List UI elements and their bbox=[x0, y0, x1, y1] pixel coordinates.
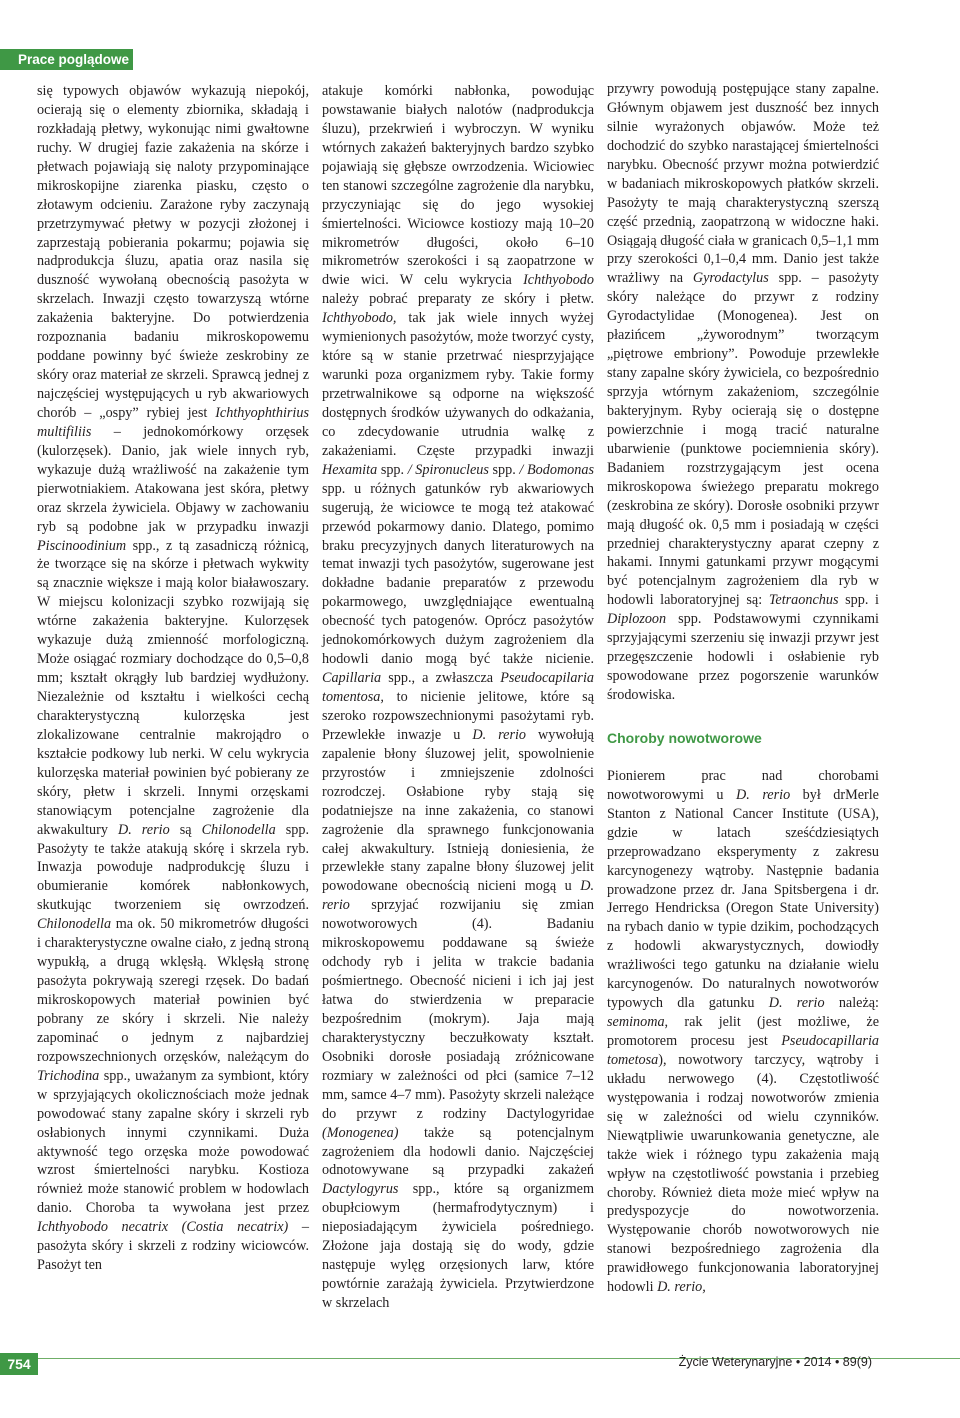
italic-term: Ichthyobodo bbox=[523, 272, 594, 289]
italic-term: / Bodomonas bbox=[519, 461, 594, 478]
body-paragraph bbox=[607, 80, 879, 705]
text-run: spp., które są organizmem obupłciowym (hermafrodytycznym) i nieposiadającym żywiciela pośredniego. Złożone jaja dostają się do wody, gdzie następuje wylęg orzęsionych larw, które powtórnie zarażają żywiciela. Przytwierdzone w skrzelach bbox=[322, 1181, 594, 1311]
text-run: spp. Pasożyty te także atakują skórę i skrzela ryb. Inwazja powoduje nadprodukcję śluzu i obumieranie komórek nabłonkowych, skutkując tworzeniem się owrzodzeń. bbox=[37, 821, 309, 914]
italic-term: Ichthyobodo necatrix (Costia necatrix) bbox=[37, 1219, 289, 1236]
italic-term: Trichodina bbox=[37, 1067, 100, 1084]
body-paragraph bbox=[322, 82, 594, 1313]
text-run: spp., z tą zasadniczą różnicą, że tworzące się na skórze i płetwach wykwity są znacznie większe i mają kolor białawoszary. W miejscu kolonizacji szybko rozwijają się wtórne zakażenia bakteryjne. Kulorzęsek wykazuje dużą zmienność morfologiczną. Może osiągać rozmiary dochodzące do 0,5–0,8 mm; kształt okrągły lub bardziej wydłużony. Niezależnie od kształtu i wielkości cechą charakterystyczną kulorzęska jest zlokalizowane centralnie makrojądro o kształcie podkowy lub nerki. W celu wykrycia kulorzęska materiał powinien być pobierany ze skóry, płetw i skrzeli. Innymi orzęskami stanowiącym potencjalne zagrożenie dla akwakultury bbox=[37, 537, 309, 838]
italic-term: D. rerio, bbox=[657, 1279, 706, 1296]
italic-term: D. rerio bbox=[117, 821, 170, 838]
italic-term: Ichthyobodo, bbox=[322, 310, 397, 327]
italic-term: D. rerio bbox=[768, 995, 825, 1012]
italic-term: D. rerio bbox=[322, 878, 594, 914]
section-label: Prace poglądowe bbox=[0, 49, 133, 70]
text-run: spp. bbox=[488, 461, 520, 478]
text-run: był drMerle Stanton z National Cancer Institute (USA), gdzie w latach sześćdziesiątych przeprowadzano eksperymenty z zakresu karcynogenezy wątroby. Następnie badania prowadzone przez dr. Jana Spitsbergena i dr. Jerrego Hendricksa (Oregon State University) na rybach danio w typie dzikim, pochodzących z hodowli akwarystycznych, dowiodły wrażliwości tego gatunku na działanie wielu karcynogenów. Do naturalnych nowotworów typowych dla gatunku bbox=[607, 786, 879, 1012]
body-paragraph bbox=[37, 82, 309, 1275]
italic-term: D. rerio bbox=[472, 726, 526, 743]
italic-term: Pseudocapillaria tometosa bbox=[607, 1033, 879, 1068]
text-run: atakuje komórki nabłonka, powodując powstawanie białych nalotów (nadprodukcja śluzu), przekrwień i wybroczyn. W wyniku wtórnych zakażeń bakteryjnych bardzo szybko pojawiają się głębsze owrzodzenia. Wiciowiec ten stanowi szczególne zagrożenie dla narybku, przyczyniając się do jego wysokiej śmiertelności. Wiciowce kostiozy mają 10–20 mikrometrów długości, około 6–10 mikrometrów szerokości i są zaopatrzone w dwie wici. W celu wykrycia bbox=[322, 83, 594, 289]
text-run: ), nowotwory tarczycy, wątroby i układu nerwowego (4). Częstotliwość występowania i rodzaj nowotworów zmienia się w zależności od wielu czynników. Niewątpliwie uwarunkowania genetyczne, ale także wiek i różnego typu zakażenia mają wpływ na częstotliwość powstania i przebieg choroby. Również dieta może mieć wpływ na predyspozycje do nowotworzenia. Występowanie chorób nowotworowych nie stanowi bezpośredniego zagrożenia dla prawidłowego funkcjonowania laboratoryjnej hodowli bbox=[607, 1051, 879, 1296]
text-run: przywry powodują postępujące stany zapalne. Głównym objawem jest duszność bez innych silnie wyrażonych objawów. Może też dochodzić do szybko narastającej śmiertelności narybku. Obecność przywr można potwierdzić w badaniach mikroskopowych płatków skrzeli. Pasożyty te mają charakterystyczną szerszą część przednią, zaopatrzoną w widoczne haki. Osiągają długość ciała w granicach 0,5–1,1 mm przy szerokości 0,1–0,4 mm. Danio jest także wrażliwy na bbox=[607, 81, 879, 287]
italic-term: Ichthyophthirius multifiliis bbox=[37, 404, 309, 440]
text-run: się typowych objawów wykazują niepokój, ocierają się o elementy zbiornika, składają i rozkładają płetwy, wykonując nimi gwałtowne ruchy. W drugiej fazie zakażenia na skórze i płetwach pojawiają się naloty przypominające mikroskopijne ziarenka piasku, często o złotawym odcieniu. Zarażone ryby zaczynają przetrzymywać płetwy w pozycji złożonej i zaprzestają pobierania pokarmu; pojawia się nadprodukcja śluzu, apatia oraz nasila się duszność wywołaną obecnością pasożyta w skrzelach. Inwazji często towarzyszą wtórne zakażenia bakteryjne. Do potwierdzenia rozpoznania badaniu mikroskopowemu poddane powinny być świeże zeskrobiny ze skóry oraz materiał ze skrzeli. Sprawcą jednej z najczęściej występujących u ryb akwariowych chorób – „ospy” rybiej jest bbox=[37, 83, 309, 421]
text-run: spp. bbox=[377, 461, 408, 478]
text-column-2 bbox=[322, 82, 594, 1313]
text-run: spp. – pasożyty skóry należące do przywr z rodziny Gyrodactylidae (Monogenea). Jest on płazińcem „żyworodnym” tworzącym „piętrowe embriony”. Powoduje przewlekłe stany zapalne skóry żywiciela, co bezpośrednio sprzyja wtórnym zakażeniom, szczególnie bakteryjnym. Ryby ocierają się o dostępne powierzchnie i mogą tracić naturalne ubarwienie (punktowe pociemnienia skóry). Badaniem rozstrzygającym jest ocena mikroskopowa świeżego preparatu mokrego (zeskrobina ze skóry). Dorosłe osobniki przywr mają długość ok. 0,5 mm i posiadają w części przedniej charakterystyczny aparat czepny z hakami. Innymi gatunkami przywr mogącymi być potencjalnym zagrożeniem dla ryb w hodowli laboratoryjnej są: bbox=[607, 270, 879, 609]
text-run: tak jak wiele innych wyżej wymienionych pasożytów, może tworzyć cysty, które są w stanie przetrwać niesprzyjające warunki poza organizmem ryby. Takie formy przetrwalnikowe są odporne na większość dostępnych środków używanych do odkażania, co zdecydowanie utrudnia walkę z zakażeniami. Częste przypadki inwazji bbox=[322, 310, 594, 459]
text-run: – pasożyta skóry i skrzeli z rodziny wiciowców. Pasożyt ten bbox=[37, 1219, 310, 1274]
text-column-1 bbox=[37, 82, 309, 1275]
page-number: 754 bbox=[0, 1353, 38, 1375]
italic-term: / Spironucleus bbox=[407, 461, 489, 478]
text-run: spp. Podstawowymi czynnikami sprzyjającymi szerzeniu się inwazji przywr jest przegęszczenie hodowli i osłabienie ryb spowodowane przez pogorszenie warunków środowiska. bbox=[607, 611, 879, 703]
text-run: spp. i bbox=[838, 592, 879, 609]
text-column-3 bbox=[607, 80, 879, 1297]
italic-term: Capillaria bbox=[322, 670, 382, 687]
text-run: sprzyjać rozwijaniu się zmian nowotworowych (4). Badaniu mikroskopowemu poddawane są świeże odchody ryb i jelita w trakcie badania pośmiertnego. Obecność nicieni i ich jaj jest łatwa do stwierdzenia w preparacie bezpośrednim (mokrym). Jaja mają charakterystyczny beczułkowaty kształt. Osobniki dorosłe posiadają zróżnicowane rozmiary w zależności od płci (samice 7–12 mm, samce 4–7 mm). Pasożyty skrzeli należące do przywr z rodziny Dactylogyridae bbox=[322, 897, 594, 1122]
italic-term: Diplozoon bbox=[607, 611, 667, 628]
journal-citation: Życie Weterynaryjne • 2014 • 89(9) bbox=[678, 1355, 872, 1369]
text-run: Pionierem prac nad chorobami nowotworowymi u bbox=[607, 767, 879, 803]
section-subheading: Choroby nowotworowe bbox=[607, 729, 762, 746]
italic-term: (Monogenea) bbox=[322, 1124, 399, 1141]
italic-term: Chilonodella bbox=[37, 916, 112, 933]
text-run: są bbox=[169, 821, 202, 838]
text-run: spp., a zwłaszcza bbox=[381, 670, 501, 687]
italic-term: Piscinoodinium bbox=[37, 537, 127, 554]
text-run: spp., uważanym za symbiont, który w sprzyjających okolicznościach może jednak powodować stany zapalne skóry i skrzeli ryb osłabionych innymi czynnikami. Duża aktywność tego orzęska może powodować wzrost śmiertelności narybku. Kostioza również może stanowić problem w hodowlach danio. Choroba ta wywołana jest przez bbox=[37, 1067, 309, 1217]
italic-term: Gyrodactylus bbox=[692, 270, 769, 287]
italic-term: Pseudocapilaria tomentosa, bbox=[322, 670, 594, 705]
italic-term: Dactylogyrus bbox=[322, 1181, 399, 1198]
italic-term: Hexamita bbox=[322, 461, 378, 478]
body-paragraph bbox=[607, 767, 879, 1297]
italic-term: Tetraonchus bbox=[768, 592, 839, 609]
italic-term: Chilonodella bbox=[201, 821, 276, 838]
text-run: spp. u różnych gatunków ryb akwariowych sugerują, że wiciowce te mogą też atakować przewód pokarmowy danio. Dlatego, pomimo braku precyzyjnych danych literaturowych na temat inwazji tych pasożytów, sugerowane jest dokładne badanie preparatów z przewodu pokarmowego, uwzględniające ewentualną obecność tych patogenów. Oprócz pasożytów jednokomórkowych dużym zagrożeniem dla hodowli danio mogą być także nicienie. bbox=[322, 480, 594, 668]
text-run: wywołują zapalenie błony śluzowej jelit, spowolnienie przyrostów i zmniejszenie zdolności rozrodczej. Osłabione ryby stają się podatniejsze na inne zakażenia, co stanowi zagrożenie dla sprawnego funkcjonowania całej akwakultury. Istnieją doniesienia, że przewlekłe stany zapalne błony śluzowej jelit powodowane obecnością nicieni mogą u bbox=[322, 726, 594, 895]
text-run: należy pobrać preparaty ze skóry i płetw. bbox=[322, 291, 594, 308]
italic-term: seminoma bbox=[607, 1014, 665, 1031]
italic-term: D. rerio bbox=[736, 786, 791, 803]
text-run: także są potencjalnym zagrożeniem dla hodowli danio. Najczęściej odnotowywane są przypadki zakażeń bbox=[322, 1124, 594, 1179]
text-run: , rak jelit (jest możliwe, że promotorem procesu jest bbox=[607, 1014, 879, 1049]
text-run: – jednokomórkowy orzęsek (kulorzęsek). Danio, jak wiele innych ryb, wykazuje dużą wrażliwość na zakażenie tym pierwotniakiem. Atakowana jest skóra, płetwy oraz skrzela żywiciela. Objawy w zachowaniu ryb są podobne jak w przypadku inwazji bbox=[37, 423, 309, 535]
text-run: należą: bbox=[824, 995, 879, 1012]
text-run: ma ok. 50 mikrometrów długości i charakterystyczne owalne ciało, z jedną stroną wypukłą, a drugą wklęsłą. Wklęsłą stronę pasożyta pokrywają szeregi rzęsek. Do badań mikroskopowych materiał powinien być pobrany ze skóry i skrzeli. Nie należy zapominać o jednym z najbardziej rozpowszechnionych orzęsków, należącym do bbox=[37, 916, 309, 1065]
text-run: to nicienie jelitowe, które są szeroko rozpowszechnionymi pasożytami ryb. Przewlekłe inwazje u bbox=[322, 689, 594, 743]
